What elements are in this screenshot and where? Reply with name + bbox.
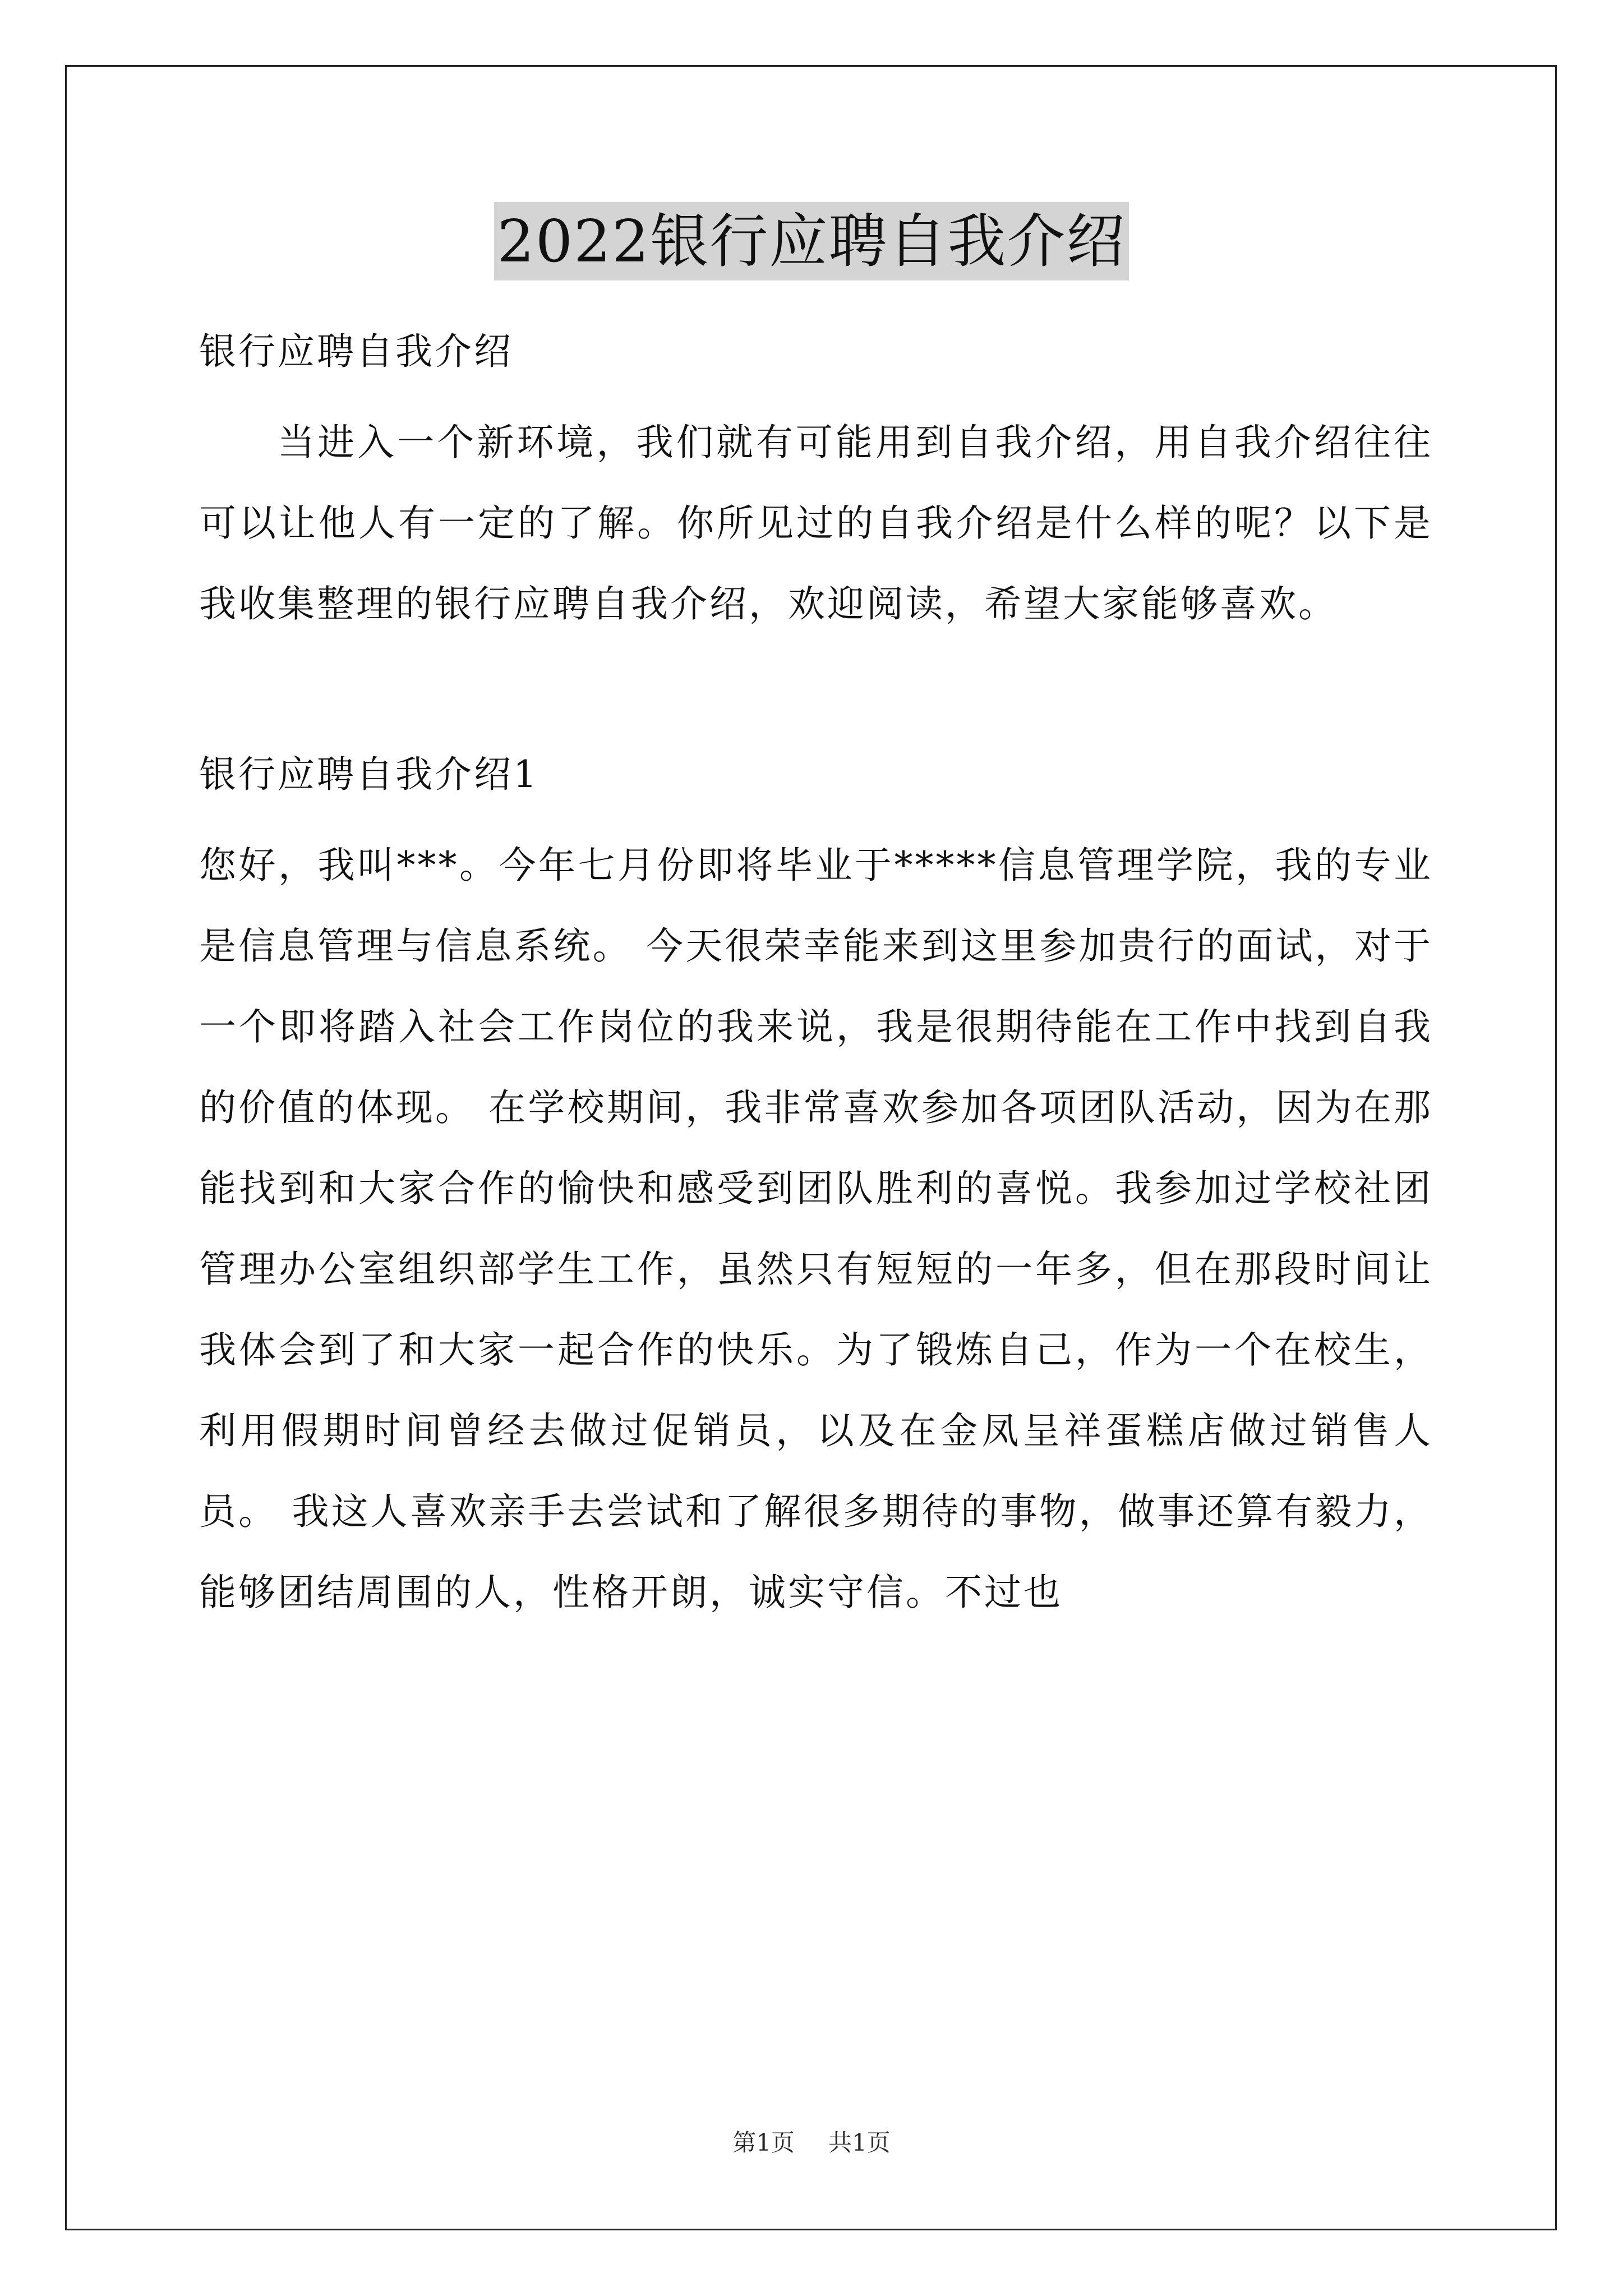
intro-paragraph: 当进入一个新环境，我们就有可能用到自我介绍，用自我介绍往往可以让他人有一定的了解。你所见过的自我介绍是什么样的呢？以下是我收集整理的银行应聘自我介绍，欢迎阅读，希望大家能够喜欢。 <box>199 421 1433 625</box>
body-paragraph: 您好，我叫***。今年七月份即将毕业于*****信息管理学院，我的专业是信息管理与信息系统。 今天很荣幸能来到这里参加贵行的面试，对于一个即将踏入社会工作岗位的我来说，我是很期待能在工作中找到自我的价值的体现。 在学校期间，我非常喜欢参加各项团队活动，因为在那能找到和大家合作的愉快和感受到团队胜利的喜悦。我参加过学校社团管理办公室组织部学生工作，虽然只有短短的一年多，但在那段时间让我体会到了和大家一起合作的快乐。为了锻炼自己，作为一个在校生，利用假期时间曾经去做过促销员，以及在金凤呈祥蛋糕店做过销售人员。 我这人喜欢亲手去尝试和了解很多期待的事物，做事还算有毅力，能够团结周围的人，性格开朗，诚实守信。不过也 <box>199 844 1433 1614</box>
title-container <box>0 202 1623 280</box>
document-subtitle: 银行应聘自我介绍 <box>199 330 513 373</box>
page-footer <box>0 2126 1623 2160</box>
section-heading: 银行应聘自我介绍1 <box>199 753 539 796</box>
document-title: 2022银行应聘自我介绍 <box>494 202 1129 280</box>
page-total: 共1页 <box>828 2129 891 2156</box>
page-number: 第1页 <box>732 2129 795 2156</box>
document-body <box>199 311 1433 1633</box>
